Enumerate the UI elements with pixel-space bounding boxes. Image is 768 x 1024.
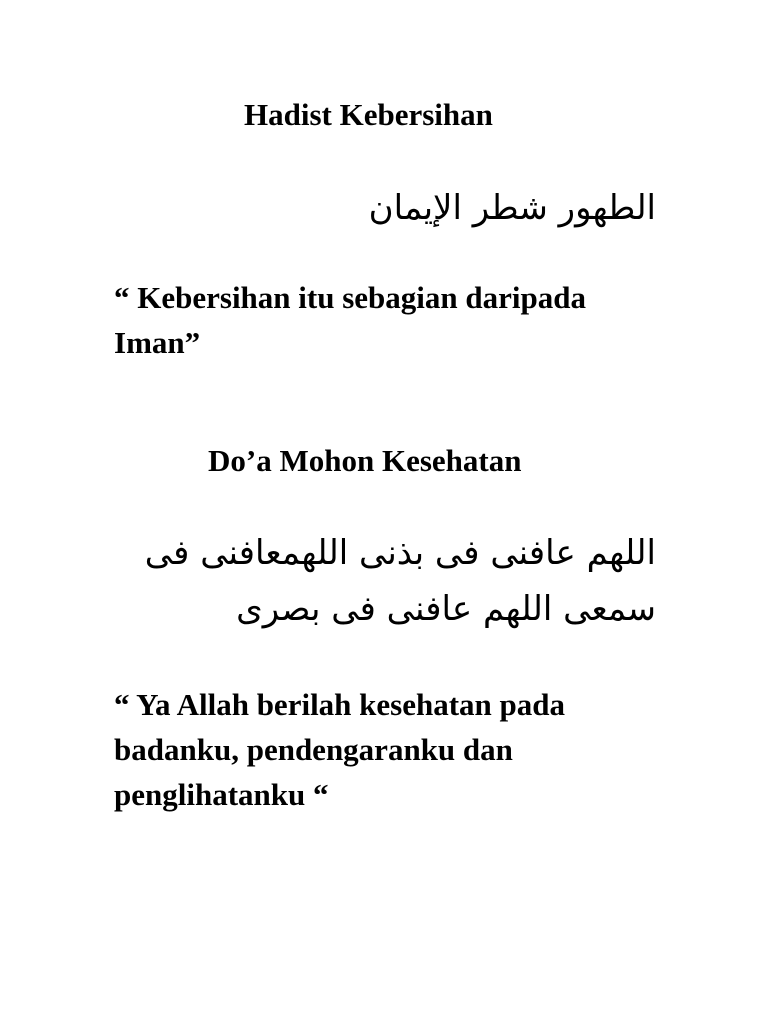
- hadist-kebersihan-title: Hadist Kebersihan: [244, 97, 493, 132]
- doa-arabic-text: [145, 525, 656, 637]
- doa-translation: [114, 682, 565, 817]
- doa-arabic-line: اللهم عافنى فى بذنى اللهمعافنى فى: [144, 533, 656, 573]
- hadist-translation-line: “ Kebersihan itu sebagian daripada: [114, 280, 586, 315]
- doa-translation-line: penglihatanku “: [114, 777, 329, 812]
- hadist-translation: [114, 275, 586, 365]
- hadist-arabic-text: الطهور شطر الإيمان: [368, 188, 656, 228]
- doa-title: Do’a Mohon Kesehatan: [208, 443, 522, 478]
- hadist-translation-line: Iman”: [114, 325, 201, 360]
- doa-translation-line: badanku, pendengaranku dan: [114, 732, 513, 767]
- doa-translation-line: “ Ya Allah berilah kesehatan pada: [114, 687, 566, 722]
- doa-arabic-line: سمعى اللهم عافنى فى بصرى: [236, 589, 656, 629]
